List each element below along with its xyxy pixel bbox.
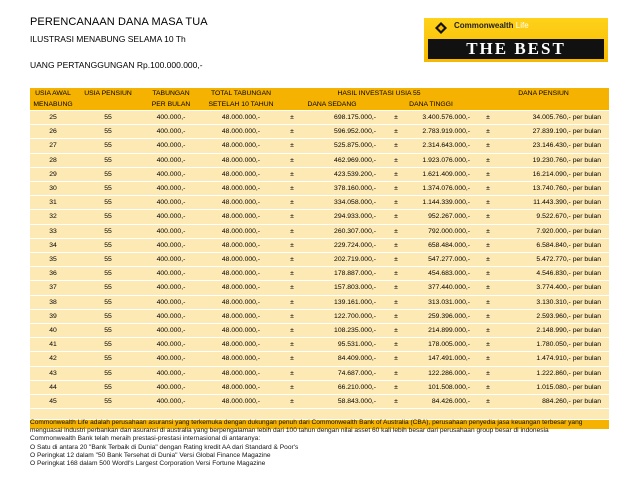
usia-awal-cell: 28 [30, 153, 76, 167]
footer-line: Commonwealth Bank telah meraih prestasi-prestasi internasional di antaranya: [30, 435, 261, 443]
plus-minus-sign: ± [280, 366, 304, 380]
plus-minus-sign: ± [478, 338, 498, 352]
usia-awal-cell: 44 [30, 380, 76, 394]
plus-minus-sign: ± [384, 224, 408, 238]
sum-assured: UANG PERTANGGUNGAN Rp.100.000.000,- [30, 60, 203, 70]
total-tabungan-cell: 48.000.000,- [202, 224, 280, 238]
usia-awal-cell: 35 [30, 253, 76, 267]
plus-minus-sign: ± [478, 125, 498, 139]
dana-tinggi-cell: 259.396.000,- [408, 309, 478, 323]
dana-sedang-cell: 95.531.000,- [304, 338, 384, 352]
tabungan-cell: 400.000,- [140, 238, 202, 252]
dana-tinggi-cell: 2.783.919.000,- [408, 125, 478, 139]
plus-minus-sign: ± [280, 139, 304, 153]
plus-minus-sign: ± [384, 295, 408, 309]
dana-tinggi-cell: 122.286.000,- [408, 366, 478, 380]
dana-sedang-cell: 139.161.000,- [304, 295, 384, 309]
dana-tinggi-cell: 3.400.576.000,- [408, 111, 478, 125]
dana-tinggi-cell: 84.426.000,- [408, 395, 478, 409]
tabungan-cell: 400.000,- [140, 324, 202, 338]
dana-pensiun-cell: 6.584.840,- per bulan [498, 238, 609, 252]
plus-minus-sign: ± [280, 111, 304, 125]
plus-minus-sign: ± [478, 253, 498, 267]
plus-minus-sign: ± [478, 352, 498, 366]
tabungan-cell: 400.000,- [140, 295, 202, 309]
plus-minus-sign: ± [280, 338, 304, 352]
usia-pensiun-cell: 55 [76, 380, 140, 394]
total-tabungan-cell: 48.000.000,- [202, 324, 280, 338]
table-row [30, 111, 609, 125]
table-row [30, 210, 609, 224]
dana-sedang-cell: 202.719.000,- [304, 253, 384, 267]
total-tabungan-cell: 48.000.000,- [202, 395, 280, 409]
company-description [30, 419, 620, 468]
dana-sedang-cell: 423.539.200,- [304, 167, 384, 181]
tabungan-cell: 400.000,- [140, 167, 202, 181]
dana-sedang-cell: 229.724.000,- [304, 238, 384, 252]
usia-awal-cell: 27 [30, 139, 76, 153]
plus-minus-sign: ± [280, 281, 304, 295]
table-body [30, 111, 609, 409]
table-subheader-row [30, 99, 609, 111]
col-dana-sedang: DANA SEDANG [280, 99, 384, 111]
usia-pensiun-cell: 55 [76, 309, 140, 323]
table-row [30, 338, 609, 352]
total-tabungan-cell: 48.000.000,- [202, 238, 280, 252]
plus-minus-sign: ± [384, 366, 408, 380]
dana-tinggi-cell: 792.000.000,- [408, 224, 478, 238]
dana-tinggi-cell: 952.267.000,- [408, 210, 478, 224]
usia-pensiun-cell: 55 [76, 139, 140, 153]
plus-minus-sign: ± [384, 380, 408, 394]
plus-minus-sign: ± [384, 111, 408, 125]
page-title: PERENCANAAN DANA MASA TUA [30, 16, 208, 28]
plus-minus-sign: ± [280, 352, 304, 366]
plus-minus-sign: ± [384, 196, 408, 210]
usia-pensiun-cell: 55 [76, 210, 140, 224]
plus-minus-sign: ± [478, 139, 498, 153]
total-tabungan-cell: 48.000.000,- [202, 111, 280, 125]
col-dana-pensiun: DANA PENSIUN [478, 88, 609, 99]
plus-minus-sign: ± [478, 167, 498, 181]
total-tabungan-cell: 48.000.000,- [202, 210, 280, 224]
dana-tinggi-cell: 1.374.076.000,- [408, 182, 478, 196]
dana-tinggi-cell: 658.484.000,- [408, 238, 478, 252]
plus-minus-sign: ± [384, 395, 408, 409]
plus-minus-sign: ± [280, 295, 304, 309]
table-row [30, 295, 609, 309]
total-tabungan-cell: 48.000.000,- [202, 281, 280, 295]
footer-line: menguasai industri perbankan dan asuransi di australia yang berpengalaman lebih dari 100 tahun dengan nilai asset 60 kali lebih besar dari perusahaan group besar di indonesia [30, 427, 549, 435]
plus-minus-sign: ± [478, 380, 498, 394]
usia-pensiun-cell: 55 [76, 267, 140, 281]
total-tabungan-cell: 48.000.000,- [202, 267, 280, 281]
usia-pensiun-cell: 55 [76, 352, 140, 366]
dana-pensiun-cell: 19.230.760,- per bulan [498, 153, 609, 167]
plus-minus-sign: ± [478, 309, 498, 323]
dana-pensiun-cell: 884.260,- per bulan [498, 395, 609, 409]
col-empty [478, 99, 609, 111]
plus-minus-sign: ± [280, 153, 304, 167]
table-row [30, 352, 609, 366]
plus-minus-sign: ± [384, 167, 408, 181]
dana-tinggi-cell: 1.144.339.000,- [408, 196, 478, 210]
dana-tinggi-cell: 214.899.000,- [408, 324, 478, 338]
tabungan-cell: 400.000,- [140, 196, 202, 210]
dana-pensiun-cell: 2.593.960,- per bulan [498, 309, 609, 323]
plus-minus-sign: ± [280, 125, 304, 139]
usia-awal-cell: 29 [30, 167, 76, 181]
plus-minus-sign: ± [280, 210, 304, 224]
usia-awal-cell: 31 [30, 196, 76, 210]
plus-minus-sign: ± [478, 281, 498, 295]
logo-tagline: THE BEST [428, 39, 604, 59]
plus-minus-sign: ± [478, 210, 498, 224]
usia-awal-cell: 40 [30, 324, 76, 338]
usia-pensiun-cell: 55 [76, 366, 140, 380]
table-row [30, 182, 609, 196]
total-tabungan-cell: 48.000.000,- [202, 253, 280, 267]
usia-awal-cell: 42 [30, 352, 76, 366]
usia-pensiun-cell: 55 [76, 196, 140, 210]
total-tabungan-cell: 48.000.000,- [202, 338, 280, 352]
usia-awal-cell: 39 [30, 309, 76, 323]
footer-line: O Peringkat 12 dalam "50 Bank Tersehat di Dunia" Versi Global Finance Magazine [30, 451, 271, 459]
plus-minus-sign: ± [478, 366, 498, 380]
usia-awal-cell: 26 [30, 125, 76, 139]
logo-brand-name: Commonwealth [454, 21, 514, 30]
plus-minus-sign: ± [384, 238, 408, 252]
dana-tinggi-cell: 547.277.000,- [408, 253, 478, 267]
usia-pensiun-cell: 55 [76, 324, 140, 338]
tabungan-cell: 400.000,- [140, 139, 202, 153]
dana-tinggi-cell: 1.621.409.000,- [408, 167, 478, 181]
table-row [30, 125, 609, 139]
total-tabungan-cell: 48.000.000,- [202, 352, 280, 366]
plus-minus-sign: ± [478, 324, 498, 338]
table-row [30, 324, 609, 338]
tabungan-cell: 400.000,- [140, 224, 202, 238]
dana-tinggi-cell: 147.491.000,- [408, 352, 478, 366]
plus-minus-sign: ± [280, 238, 304, 252]
plus-minus-sign: ± [280, 182, 304, 196]
plus-minus-sign: ± [478, 267, 498, 281]
usia-awal-cell: 43 [30, 366, 76, 380]
pension-table [30, 88, 609, 429]
col-menabung: MENABUNG [30, 99, 76, 111]
plus-minus-sign: ± [280, 309, 304, 323]
col-per-bulan: PER BULAN [140, 99, 202, 111]
dana-pensiun-cell: 3.774.400,- per bulan [498, 281, 609, 295]
plus-minus-sign: ± [478, 295, 498, 309]
dana-sedang-cell: 108.235.000,- [304, 324, 384, 338]
total-tabungan-cell: 48.000.000,- [202, 366, 280, 380]
table-header-row [30, 88, 609, 99]
dana-tinggi-cell: 2.314.643.000,- [408, 139, 478, 153]
table-row [30, 167, 609, 181]
dana-pensiun-cell: 11.443.390,- per bulan [498, 196, 609, 210]
col-setelah-10-tahun: SETELAH 10 TAHUN [202, 99, 280, 111]
logo-brand-suffix: Life [515, 21, 529, 30]
plus-minus-sign: ± [384, 210, 408, 224]
tabungan-cell: 400.000,- [140, 111, 202, 125]
tabungan-cell: 400.000,- [140, 395, 202, 409]
usia-pensiun-cell: 55 [76, 238, 140, 252]
table-row [30, 395, 609, 409]
total-tabungan-cell: 48.000.000,- [202, 182, 280, 196]
table-row [30, 380, 609, 394]
tabungan-cell: 400.000,- [140, 380, 202, 394]
plus-minus-sign: ± [280, 167, 304, 181]
total-tabungan-cell: 48.000.000,- [202, 167, 280, 181]
dana-sedang-cell: 260.307.000,- [304, 224, 384, 238]
plus-minus-sign: ± [384, 352, 408, 366]
total-tabungan-cell: 48.000.000,- [202, 153, 280, 167]
usia-pensiun-cell: 55 [76, 281, 140, 295]
tabungan-cell: 400.000,- [140, 281, 202, 295]
total-tabungan-cell: 48.000.000,- [202, 380, 280, 394]
col-total-tabungan: TOTAL TABUNGAN [202, 88, 280, 99]
dana-pensiun-cell: 23.146.430,- per bulan [498, 139, 609, 153]
dana-sedang-cell: 122.700.000,- [304, 309, 384, 323]
col-usia-awal: USIA AWAL [30, 88, 76, 99]
usia-pensiun-cell: 55 [76, 395, 140, 409]
plus-minus-sign: ± [384, 253, 408, 267]
plus-minus-sign: ± [384, 125, 408, 139]
usia-awal-cell: 45 [30, 395, 76, 409]
plus-minus-sign: ± [478, 111, 498, 125]
usia-awal-cell: 38 [30, 295, 76, 309]
tabungan-cell: 400.000,- [140, 309, 202, 323]
dana-pensiun-cell: 9.522.670,- per bulan [498, 210, 609, 224]
usia-awal-cell: 36 [30, 267, 76, 281]
dana-pensiun-cell: 27.839.190,- per bulan [498, 125, 609, 139]
tabungan-cell: 400.000,- [140, 267, 202, 281]
table-row [30, 139, 609, 153]
plus-minus-sign: ± [384, 182, 408, 196]
plus-minus-sign: ± [280, 224, 304, 238]
dana-tinggi-cell: 1.923.076.000,- [408, 153, 478, 167]
usia-awal-cell: 34 [30, 238, 76, 252]
dana-pensiun-cell: 7.920.000,- per bulan [498, 224, 609, 238]
dana-pensiun-cell: 1.015.080,- per bulan [498, 380, 609, 394]
usia-pensiun-cell: 55 [76, 111, 140, 125]
dana-tinggi-cell: 178.005.000,- [408, 338, 478, 352]
dana-pensiun-cell: 1.780.050,- per bulan [498, 338, 609, 352]
usia-awal-cell: 41 [30, 338, 76, 352]
plus-minus-sign: ± [280, 395, 304, 409]
dana-pensiun-cell: 13.740.760,- per bulan [498, 182, 609, 196]
dana-sedang-cell: 294.933.000,- [304, 210, 384, 224]
usia-pensiun-cell: 55 [76, 153, 140, 167]
plus-minus-sign: ± [478, 153, 498, 167]
dana-pensiun-cell: 34.005.760,- per bulan [498, 111, 609, 125]
dana-pensiun-cell: 1.222.860,- per bulan [498, 366, 609, 380]
usia-pensiun-cell: 55 [76, 125, 140, 139]
plus-minus-sign: ± [280, 253, 304, 267]
usia-awal-cell: 25 [30, 111, 76, 125]
table-row [30, 281, 609, 295]
plus-minus-sign: ± [478, 224, 498, 238]
table-row [30, 267, 609, 281]
usia-pensiun-cell: 55 [76, 295, 140, 309]
dana-sedang-cell: 74.687.000,- [304, 366, 384, 380]
dana-pensiun-cell: 2.148.990,- per bulan [498, 324, 609, 338]
usia-pensiun-cell: 55 [76, 224, 140, 238]
tabungan-cell: 400.000,- [140, 182, 202, 196]
dana-sedang-cell: 66.210.000,- [304, 380, 384, 394]
table-row [30, 238, 609, 252]
dana-sedang-cell: 157.803.000,- [304, 281, 384, 295]
dana-sedang-cell: 525.875.000,- [304, 139, 384, 153]
usia-pensiun-cell: 55 [76, 253, 140, 267]
pension-table-container [30, 88, 609, 429]
table-row [30, 153, 609, 167]
dana-sedang-cell: 596.952.000,- [304, 125, 384, 139]
dana-tinggi-cell: 313.031.000,- [408, 295, 478, 309]
plus-minus-sign: ± [478, 196, 498, 210]
dana-sedang-cell: 334.058.000,- [304, 196, 384, 210]
plus-minus-sign: ± [384, 309, 408, 323]
tabungan-cell: 400.000,- [140, 253, 202, 267]
col-hasil-investasi: HASIL INVESTASI USIA 55 [280, 88, 478, 99]
total-tabungan-cell: 48.000.000,- [202, 295, 280, 309]
plus-minus-sign: ± [280, 380, 304, 394]
tabungan-cell: 400.000,- [140, 338, 202, 352]
total-tabungan-cell: 48.000.000,- [202, 309, 280, 323]
plus-minus-sign: ± [384, 281, 408, 295]
plus-minus-sign: ± [384, 338, 408, 352]
usia-awal-cell: 30 [30, 182, 76, 196]
tabungan-cell: 400.000,- [140, 210, 202, 224]
total-tabungan-cell: 48.000.000,- [202, 125, 280, 139]
usia-awal-cell: 37 [30, 281, 76, 295]
col-usia-pensiun: USIA PENSIUN [76, 88, 140, 99]
tabungan-cell: 400.000,- [140, 153, 202, 167]
tabungan-cell: 400.000,- [140, 125, 202, 139]
usia-pensiun-cell: 55 [76, 167, 140, 181]
total-tabungan-cell: 48.000.000,- [202, 196, 280, 210]
table-row [30, 196, 609, 210]
usia-awal-cell: 33 [30, 224, 76, 238]
total-tabungan-cell: 48.000.000,- [202, 139, 280, 153]
tabungan-cell: 400.000,- [140, 366, 202, 380]
dana-tinggi-cell: 454.683.000,- [408, 267, 478, 281]
usia-pensiun-cell: 55 [76, 338, 140, 352]
page-subtitle: ILUSTRASI MENABUNG SELAMA 10 Th [30, 34, 186, 44]
usia-awal-cell: 32 [30, 210, 76, 224]
dana-pensiun-cell: 4.546.830,- per bulan [498, 267, 609, 281]
plus-minus-sign: ± [384, 267, 408, 281]
dana-sedang-cell: 462.969.000,- [304, 153, 384, 167]
dana-pensiun-cell: 3.130.310,- per bulan [498, 295, 609, 309]
usia-pensiun-cell: 55 [76, 182, 140, 196]
footer-line: O Satu di antara 20 "Bank Terbaik di Dunia" dengan Rating kredit AA dari Standard & Poor's [30, 443, 299, 451]
commonwealth-life-logo [424, 18, 608, 62]
dana-sedang-cell: 58.843.000,- [304, 395, 384, 409]
plus-minus-sign: ± [280, 196, 304, 210]
plus-minus-sign: ± [384, 153, 408, 167]
col-dana-tinggi: DANA TINGGI [384, 99, 478, 111]
plus-minus-sign: ± [384, 324, 408, 338]
logo-brand [454, 21, 590, 33]
dana-sedang-cell: 378.160.000,- [304, 182, 384, 196]
footer-line: O Peringkat 168 dalam 500 Wordl's Largest Corporation Versi Fortune Magazine [30, 460, 266, 468]
diamond-logo-icon [434, 21, 448, 35]
dana-tinggi-cell: 377.440.000,- [408, 281, 478, 295]
dana-sedang-cell: 84.409.000,- [304, 352, 384, 366]
plus-minus-sign: ± [478, 395, 498, 409]
col-tabungan: TABUNGAN [140, 88, 202, 99]
plus-minus-sign: ± [384, 139, 408, 153]
table-row [30, 309, 609, 323]
plus-minus-sign: ± [280, 324, 304, 338]
dana-sedang-cell: 178.887.000,- [304, 267, 384, 281]
dana-pensiun-cell: 5.472.770,- per bulan [498, 253, 609, 267]
tabungan-cell: 400.000,- [140, 352, 202, 366]
table-row [30, 224, 609, 238]
plus-minus-sign: ± [478, 182, 498, 196]
dana-tinggi-cell: 101.508.000,- [408, 380, 478, 394]
dana-pensiun-cell: 16.214.090,- per bulan [498, 167, 609, 181]
plus-minus-sign: ± [478, 238, 498, 252]
col-empty [76, 99, 140, 111]
dana-pensiun-cell: 1.474.910,- per bulan [498, 352, 609, 366]
table-row [30, 253, 609, 267]
footer-line: Commonwealth Life adalah perusahaan asuransi yang terkemuka dengan dukungan penuh dari Commonwealth Bank of Australia (CBA), perusahaan penyedia jasa keuangan terbesar yang [30, 419, 583, 426]
dana-sedang-cell: 698.175.000,- [304, 111, 384, 125]
plus-minus-sign: ± [280, 267, 304, 281]
table-row [30, 366, 609, 380]
